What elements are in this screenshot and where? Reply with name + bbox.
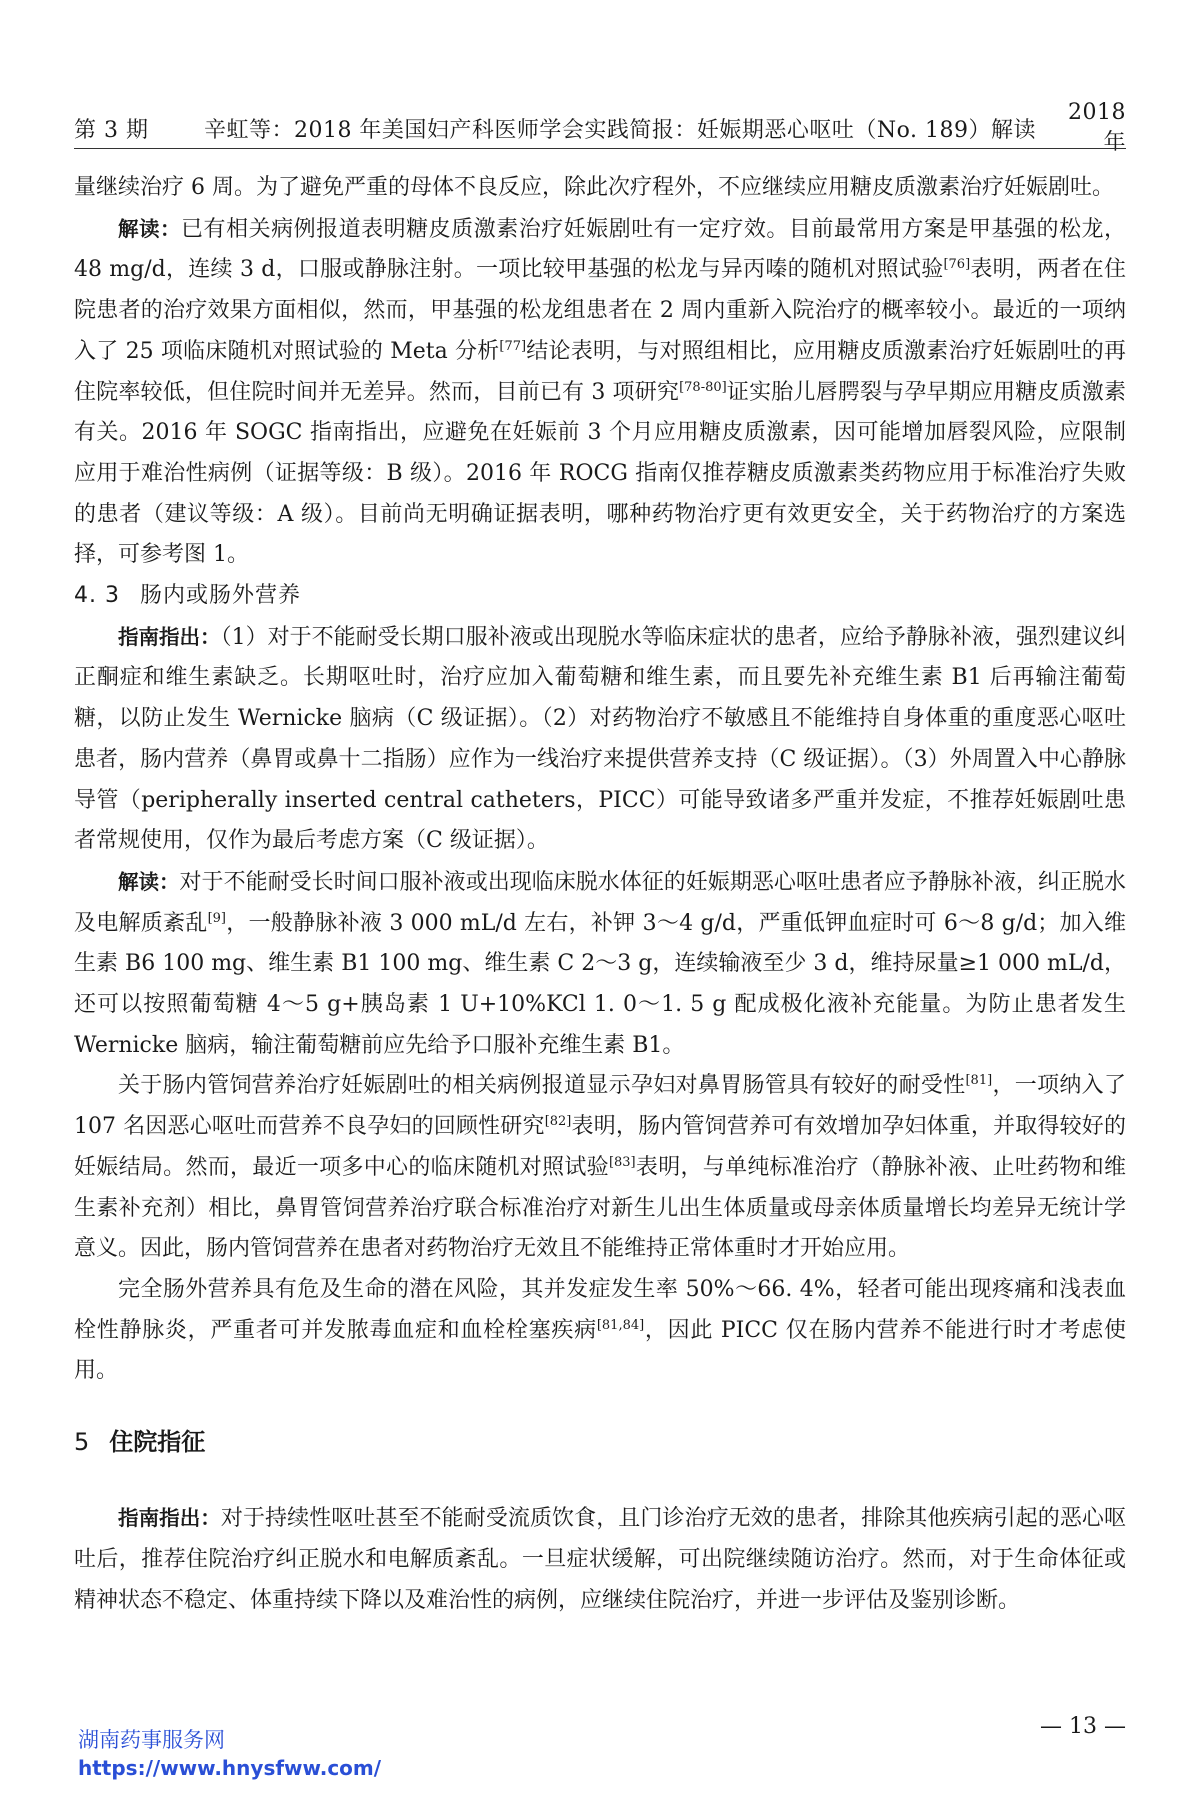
- paragraph-continued: [74, 168, 1126, 209]
- paragraph-text: 表明，两者在住院患者的治疗效果方面相似，然而，甲基强的松龙组患者在 2 周内重新入院治疗的概率较小。最近的一项纳入了 25 项临床随机对照试验的 Meta 分析: [74, 257, 1126, 364]
- citation-81-84: [81,84]: [596, 1317, 645, 1333]
- section-number: 5: [74, 1428, 90, 1457]
- subsection-number: 4. 3: [74, 583, 120, 609]
- lead-label: 指南指出：: [118, 624, 221, 649]
- citation-83: [83]: [608, 1154, 636, 1170]
- subsection-heading: [74, 576, 1126, 617]
- paragraph-parenteral-nutrition: [74, 1270, 1126, 1392]
- paragraph-interpretation-fluids: [74, 862, 1126, 1067]
- paragraph-guideline-hospitalization: [74, 1498, 1126, 1621]
- paragraph-guideline-nutrition: [74, 617, 1126, 862]
- paragraph-text: 对于持续性呕吐甚至不能耐受流质饮食，且门诊治疗无效的患者，排除其他疾病引起的恶心呕吐后，推荐住院治疗纠正脱水和电解质紊乱。一旦症状缓解，可出院继续随访治疗。然而，对于生命体征或精神状态不稳定、体重持续下降以及难治性的病例，应继续住院治疗，并进一步评估及鉴别诊断。: [74, 1506, 1126, 1613]
- publication-year: 2018 年: [1068, 100, 1126, 155]
- citation-77: [77]: [499, 338, 527, 354]
- header-rule: [74, 148, 1126, 149]
- paragraph-text: 证实胎儿唇腭裂与孕早期应用糖皮质激素有关。2016 年 SOGC 指南指出，应避免在妊娠前 3 个月应用糖皮质激素，因可能增加唇裂风险，应限制应用于难治性病例（证据等级：B 级）。2016 年 ROCG 指南仅推荐糖皮质激素类药物应用于标准治疗失败的患者（建议等级：A 级）。目前尚无明确证据表明，哪种药物治疗更有效更安全，关于药物治疗的方案选择，可参考图 1。: [74, 379, 1126, 568]
- citation-76: [76]: [943, 257, 971, 273]
- lead-label: 解读：: [118, 216, 182, 241]
- article-body: [74, 168, 1126, 1621]
- section-heading: [74, 1422, 1126, 1462]
- paragraph-text: （1）对于不能耐受长期口服补液或出现脱水等临床症状的患者，应给予静脉补液，强烈建议纠正酮症和维生素缺乏。长期呕吐时，治疗应加入葡萄糖和维生素，而且要先补充维生素 B1 后再输注葡萄糖，以防止发生 Wernicke 脑病（C 级证据）。（2）对药物治疗不敏感且不能维持自身体重的重度恶心呕吐患者，肠内营养（鼻胃或鼻十二指肠）应作为一线治疗来提供营养支持（C 级证据）。（3）外周置入中心静脉导管（peripherally inserted central catheters，PICC）可能导致诸多严重并发症，不推荐妊娠剧吐患者常规使用，仅作为最后考虑方案（C 级证据）。: [74, 624, 1126, 854]
- running-head: [74, 100, 1126, 155]
- citation-78-80: [78-80]: [679, 379, 727, 395]
- citation-9: [9]: [207, 910, 226, 926]
- paragraph-text: 表明，肠内管饲营养可有效增加孕妇体重，并取得较好的妊娠结局。然而，最近一项多中心的临床随机对照试验: [74, 1114, 1126, 1180]
- paragraph-interpretation-steroids: [74, 209, 1126, 576]
- paragraph-text: 对于不能耐受长时间口服补液或出现临床脱水体征的妊娠期恶心呕吐患者应予静脉补液，纠正脱水及电解质紊乱: [74, 869, 1127, 936]
- paragraph-text: ，因此 PICC 仅在肠内营养不能进行时才考虑使用。: [74, 1317, 1126, 1384]
- article-running-title: 辛虹等：2018 年美国妇产科医师学会实践简报：妊娠期恶心呕吐（No. 189）解读: [203, 117, 1037, 143]
- section-title: 住院指征: [109, 1428, 206, 1457]
- paragraph-text: 已有相关病例报道表明糖皮质激素治疗妊娠剧吐有一定疗效。目前最常用方案是甲基强的松龙，48 mg/d，连续 3 d，口服或静脉注射。一项比较甲基强的松龙与异丙嗪的随机对照试验: [74, 216, 1127, 283]
- watermark-site-name: 湖南药事服务网: [78, 1728, 225, 1752]
- citation-82: [82]: [544, 1114, 572, 1130]
- watermark: [78, 1726, 381, 1782]
- lead-label: 解读：: [118, 869, 180, 894]
- paragraph-text: 完全肠外营养具有危及生命的潜在风险，其并发症发生率 50%～66. 4%，轻者可能出现疼痛和浅表血栓性静脉炎，严重者可并发脓毒血症和血栓栓塞疾病: [74, 1276, 1126, 1343]
- paragraph-text: 关于肠内管饲营养治疗妊娠剧吐的相关病例报道显示孕妇对鼻胃肠管具有较好的耐受性: [118, 1073, 966, 1099]
- subsection-title: 肠内或肠外营养: [139, 583, 301, 609]
- watermark-url: https://www.hnysfww.com/: [78, 1756, 382, 1780]
- paragraph-enteral-feeding: [74, 1066, 1126, 1270]
- paragraph-text: ，一般静脉补液 3 000 mL/d 左右，补钾 3～4 g/d，严重低钾血症时可 6～8 g/d；加入维生素 B6 100 mg、维生素 B1 100 mg、维生素 C 2～3 g，连续输液至少 3 d，维持尿量≥1 000 mL/d，还可以按照葡萄糖 4～5 g+胰岛素 1 U+10%KCl 1. 0～1. 5 g 配成极化液补充能量。为防止患者发生 Wernicke 脑病，输注葡萄糖前应先给予口服补充维生素 B1。: [74, 910, 1126, 1058]
- paragraph-text: 量继续治疗 6 周。为了避免严重的母体不良反应，除此次疗程外，不应继续应用糖皮质激素治疗妊娠剧吐。: [74, 175, 1114, 200]
- issue-number: 第 3 期: [74, 117, 149, 143]
- paragraph-text: 表明，与单纯标准治疗（静脉补液、止吐药物和维生素补充剂）相比，鼻胃管饲营养治疗联合标准治疗对新生儿出生体质量或母亲体质量增长均差异无统计学意义。因此，肠内管饲营养在患者对药物治疗无效且不能维持正常体重时才开始应用。: [74, 1154, 1126, 1262]
- citation-81: [81]: [965, 1073, 993, 1089]
- lead-label: 指南指出：: [118, 1506, 221, 1531]
- paragraph-text: 结论表明，与对照组相比，应用糖皮质激素治疗妊娠剧吐的再住院率较低，但住院时间并无差异。然而，目前已有 3 项研究: [74, 338, 1126, 405]
- page-number: — 13 —: [1040, 1714, 1126, 1739]
- paragraph-text: ，一项纳入了 107 名因恶心呕吐而营养不良孕妇的回顾性研究: [74, 1073, 1126, 1140]
